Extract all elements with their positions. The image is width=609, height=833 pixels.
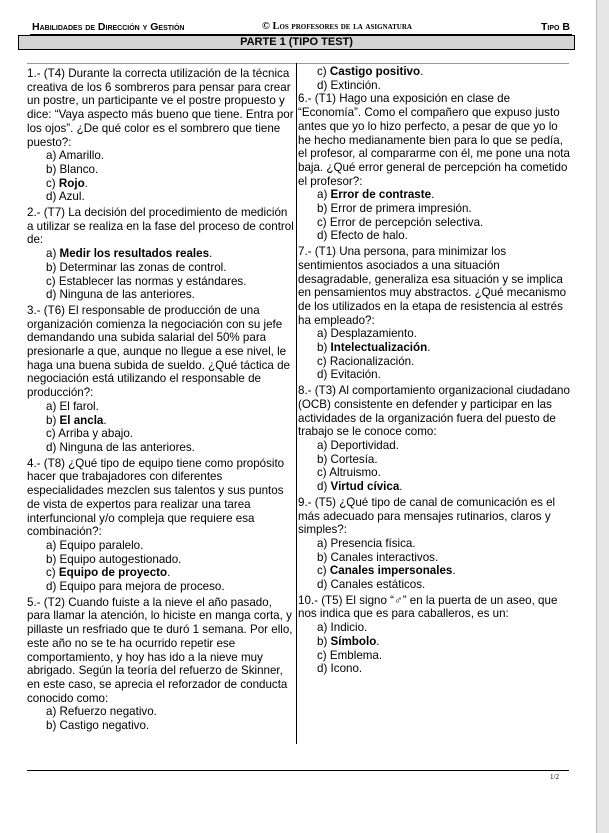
option-letter: b) xyxy=(46,552,57,566)
option-text-correct: Error de contraste xyxy=(330,188,432,202)
question-1 xyxy=(27,67,294,206)
option-text: El farol. xyxy=(59,399,99,413)
answer-option xyxy=(27,566,294,580)
option-letter: c) xyxy=(46,274,56,288)
answer-option xyxy=(27,441,294,455)
answer-option xyxy=(298,453,570,467)
option-letter: d) xyxy=(317,368,328,382)
option-text-correct: Equipo de proyecto xyxy=(58,566,168,580)
option-letter: d) xyxy=(317,662,328,676)
option-text: Blanco. xyxy=(59,162,99,176)
option-letter: c) xyxy=(46,176,56,190)
answer-option xyxy=(298,578,570,592)
option-text: Canales interactivos. xyxy=(330,550,439,564)
answer-option xyxy=(298,355,570,369)
option-text: Equipo para mejora de proceso. xyxy=(59,580,225,594)
answer-option xyxy=(298,327,570,341)
option-text-correct: Intelectualización xyxy=(330,341,428,355)
option-text: Arriba y abajo. xyxy=(58,427,134,441)
option-text: Evitación. xyxy=(330,368,381,382)
option-text: Establecer las normas y estándares. xyxy=(58,274,247,288)
option-letter: b) xyxy=(46,719,57,733)
question-stem: 8.- (T3) Al comportamiento organizacional ciudadano (OCB) consistente en defender y participar en las actividades de la organización fuera del puesto de trabajo se le conoce como: xyxy=(298,384,570,439)
answer-option xyxy=(27,553,294,567)
option-text: Error de primera impresión. xyxy=(330,202,472,216)
option-letter: d) xyxy=(317,578,328,592)
question-3 xyxy=(27,304,294,457)
question-5-part xyxy=(27,596,294,733)
option-text: Castigo negativo. xyxy=(59,719,150,733)
column-divider xyxy=(296,63,297,744)
option-letter: b) xyxy=(317,634,328,648)
option-letter: a) xyxy=(317,536,328,550)
question-9 xyxy=(298,496,570,594)
option-text: Icono. xyxy=(330,662,363,676)
option-text-correct: Virtud cívica xyxy=(330,480,400,494)
option-letter: b) xyxy=(46,413,57,427)
answer-option xyxy=(298,65,570,79)
page-number: 1/2 xyxy=(550,773,559,781)
option-suffix: . xyxy=(84,176,88,190)
option-text: Ninguna de las anteriores. xyxy=(59,440,195,454)
option-text: Extinción. xyxy=(330,78,381,92)
question-stem: 6.- (T1) Hago una exposición en clase de “Economía”. Como el compañero que expuso justo antes que yo lo hizo perfecto, a pesar de que yo lo he hecho medianamente bien para lo que se pedía, el profesor, al compararme con él, me pone una nota baja. ¿Qué error general de percepción ha cometido el profesor?: xyxy=(298,92,570,188)
question-6 xyxy=(298,92,570,245)
answer-option xyxy=(298,537,570,551)
question-stem: 9.- (T5) ¿Qué tipo de canal de comunicación es el más adecuado para mensajes rutinarios, claros y simples?: xyxy=(298,495,556,537)
question-stem: 2.- (T7) La decisión del procedimiento de medición a utilizar se realiza en la fase del proceso de control de: xyxy=(27,206,294,247)
option-suffix: . xyxy=(427,341,431,355)
answer-option xyxy=(27,427,294,441)
left-column xyxy=(27,67,294,733)
option-letter: a) xyxy=(46,705,57,719)
option-text: Desplazamiento. xyxy=(330,327,417,341)
option-suffix: . xyxy=(431,188,435,202)
option-suffix: . xyxy=(209,247,213,261)
answer-option xyxy=(298,551,570,565)
option-text: Deportividad. xyxy=(330,438,399,452)
answer-option xyxy=(27,177,294,191)
question-stem: 1.- (T4) Durante la correcta utilización de la técnica creativa de los 6 sombreros para pensar para crear un postre, un participante ve el postre propuesto y dice: “Vaya aspecto más bueno que tiene. Entra por los ojos”. ¿De qué color es el sombrero que tiene puesto?: xyxy=(27,67,294,149)
option-text: Canales estáticos. xyxy=(330,578,426,592)
option-text: Equipo autogestionado. xyxy=(59,552,182,566)
answer-option xyxy=(298,635,570,649)
option-letter: c) xyxy=(317,354,327,368)
answer-option xyxy=(27,539,294,553)
option-letter: b) xyxy=(317,202,328,216)
answer-option xyxy=(27,705,294,719)
option-text-correct: El ancla xyxy=(59,413,104,427)
option-text: Indicio. xyxy=(330,621,368,635)
option-text: Presencia física. xyxy=(330,536,416,550)
option-letter: a) xyxy=(46,247,57,261)
option-text-correct: Medir los resultados reales xyxy=(59,247,210,261)
answer-option xyxy=(298,564,570,578)
answer-option xyxy=(298,79,570,93)
option-letter: d) xyxy=(46,440,57,454)
footer-rule xyxy=(27,770,569,771)
question-stem: 4.- (T8) ¿Qué tipo de equipo tiene como propósito hacer que trabajadores con diferentes especialidades mezclen sus talentos y sus puntos de vista de expertos para realizar una tarea interfuncional y/o compleja que requiere esa combinación?: xyxy=(27,456,285,539)
option-text: Equipo paralelo. xyxy=(59,538,144,552)
option-suffix: . xyxy=(167,566,171,580)
page-header xyxy=(30,21,572,35)
answer-option xyxy=(27,163,294,177)
option-suffix: . xyxy=(399,480,403,494)
option-letter: a) xyxy=(317,621,328,635)
answer-option xyxy=(298,662,570,676)
section-title: PARTE 1 (TIPO TEST) xyxy=(18,35,575,50)
answer-option xyxy=(27,400,294,414)
header-course-title: Habilidades de Dirección y Gestión xyxy=(32,21,185,33)
option-letter: c) xyxy=(317,65,327,78)
option-suffix: . xyxy=(376,634,380,648)
option-text: Cortesía. xyxy=(330,452,378,466)
header-copyright: © Los profesores de la asignatura xyxy=(262,21,412,32)
answer-option xyxy=(298,466,570,480)
answer-option xyxy=(27,414,294,428)
question-7 xyxy=(298,245,570,384)
option-letter: c) xyxy=(46,566,56,580)
option-suffix: . xyxy=(420,65,424,78)
answer-option xyxy=(27,149,294,163)
option-letter: c) xyxy=(317,564,327,578)
option-letter: d) xyxy=(317,229,328,243)
option-letter: d) xyxy=(46,580,57,594)
option-text: Azul. xyxy=(58,190,85,204)
answer-option xyxy=(27,190,294,204)
option-letter: b) xyxy=(317,550,328,564)
option-letter: c) xyxy=(46,427,56,441)
option-letter: d) xyxy=(46,288,57,302)
option-suffix: . xyxy=(103,413,107,427)
option-letter: b) xyxy=(317,341,328,355)
question-stem: 5.- (T2) Cuando fuiste a la nieve el año pasado, para llamar la atención, lo hiciste en manga corta, y pillaste un resfriado que te duró 1 semana. Por ello, este año no se te ha ocurrido repetir ese comportamiento, y hoy has ido a la nieve muy abrigado. Según la teoría del refuerzo de Skinner, en este caso, se aprecia el reforzador de conducta conocido como: xyxy=(27,595,293,705)
answer-option xyxy=(298,341,570,355)
answer-option xyxy=(298,621,570,635)
option-text: Altruismo. xyxy=(329,466,381,480)
option-text: Determinar las zonas de control. xyxy=(59,260,227,274)
option-letter: d) xyxy=(317,78,328,92)
question-5-continued xyxy=(298,65,570,92)
option-letter: a) xyxy=(46,538,57,552)
option-letter: a) xyxy=(46,399,57,413)
option-text: Efecto de halo. xyxy=(330,229,408,243)
answer-option xyxy=(27,275,294,289)
answer-option xyxy=(298,368,570,382)
right-column xyxy=(298,65,570,676)
answer-option xyxy=(298,216,570,230)
option-letter: d) xyxy=(46,190,57,204)
option-text: Emblema. xyxy=(329,648,383,662)
answer-option xyxy=(27,580,294,594)
question-4 xyxy=(27,457,294,596)
question-2 xyxy=(27,206,294,304)
option-letter: c) xyxy=(317,648,327,662)
answer-option xyxy=(298,188,570,202)
question-stem: 7.- (T1) Una persona, para minimizar los sentimientos asociados a una situación desagradable, generaliza esa situación y se implica en pensamientos muy abstractos. ¿Qué mecanismo de los utilizados en la etapa de resistencia al estrés ha empleado?: xyxy=(298,245,567,327)
option-text-correct: Canales impersonales xyxy=(329,564,453,578)
answer-option xyxy=(27,261,294,275)
answer-option xyxy=(27,247,294,261)
question-stem: 10.- (T5) El signo “♂” en la puerta de un aseo, que nos indica que es para caballeros, es un: xyxy=(298,593,558,621)
option-letter: a) xyxy=(317,438,328,452)
option-text-correct: Castigo positivo xyxy=(329,65,421,78)
option-letter: c) xyxy=(317,215,327,229)
answer-option xyxy=(298,202,570,216)
option-letter: a) xyxy=(317,188,328,202)
answer-option xyxy=(27,719,294,733)
option-text: Amarillo. xyxy=(58,149,105,163)
option-suffix: . xyxy=(452,564,456,578)
question-10 xyxy=(298,594,570,676)
option-text: Racionalización. xyxy=(329,354,415,368)
section-rule xyxy=(27,63,569,64)
answer-option xyxy=(298,229,570,243)
answer-option xyxy=(27,288,294,302)
option-letter: a) xyxy=(317,327,328,341)
answer-option xyxy=(298,439,570,453)
option-letter: c) xyxy=(317,466,327,480)
question-stem: 3.- (T6) El responsable de producción de una organización comienza la negociación con su jefe demandando una subida salarial del 50% para presionarle a que, aunque no llegue a ese nivel, le haga una buena subida de sueldo. ¿Qué táctica de negociación está utilizando el responsable de producción?: xyxy=(27,303,290,400)
option-text: Ninguna de las anteriores. xyxy=(59,288,195,302)
option-letter: b) xyxy=(317,452,328,466)
option-text-correct: Rojo xyxy=(58,176,85,190)
header-exam-type: Tipo B xyxy=(541,21,570,33)
option-text-correct: Símbolo xyxy=(330,634,377,648)
option-letter: b) xyxy=(46,162,57,176)
question-8 xyxy=(298,384,570,496)
option-letter: b) xyxy=(46,260,57,274)
answer-option xyxy=(298,480,570,494)
option-text: Refuerzo negativo. xyxy=(59,705,157,719)
option-letter: a) xyxy=(46,149,57,163)
option-letter: d) xyxy=(317,480,328,494)
option-text: Error de percepción selectiva. xyxy=(329,215,484,229)
answer-option xyxy=(298,649,570,663)
